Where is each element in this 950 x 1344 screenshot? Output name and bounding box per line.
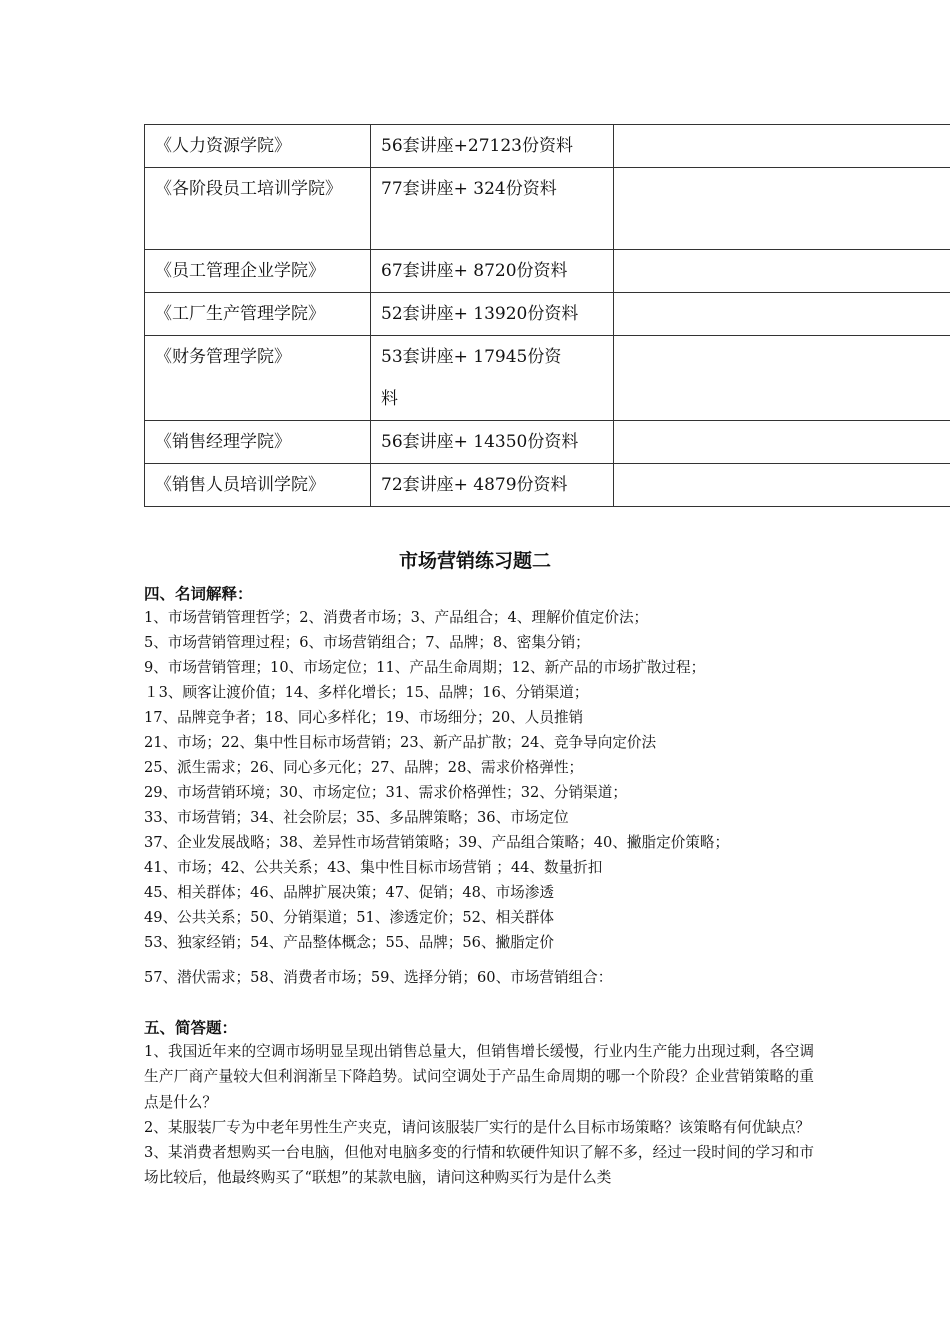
term-line: 45、相关群体；46、品牌扩展决策；47、促销；48、市场渗透	[144, 884, 554, 901]
course-desc: 77套讲座+ 324份资料	[371, 168, 614, 250]
table-row	[145, 125, 950, 168]
course-desc: 56套讲座+27123份资料	[371, 125, 614, 168]
course-extra	[614, 464, 950, 507]
course-desc: 52套讲座+ 13920份资料	[371, 293, 614, 336]
course-name: 《工厂生产管理学院》	[145, 293, 371, 336]
course-name: 《各阶段员工培训学院》	[145, 168, 371, 250]
term-line: 41、市场；42、公共关系；43、集中性目标市场营销 ；44、数量折扣	[144, 859, 603, 876]
table-row	[145, 336, 950, 421]
course-extra	[614, 125, 950, 168]
term-line: 53、独家经销；54、产品整体概念；55、品牌；56、撇脂定价	[144, 934, 554, 951]
course-desc: 53套讲座+ 17945份资料	[371, 336, 614, 421]
short-answer-section	[144, 1017, 814, 1191]
term-line: 37、企业发展战略；38、差异性市场营销策略；39、产品组合策略；40、撇脂定价策略；	[144, 834, 730, 851]
course-extra	[614, 336, 950, 421]
table-row	[145, 168, 950, 250]
course-extra	[614, 421, 950, 464]
term-line: 5、市场营销管理过程；6、市场营销组合；7、品牌；8、密集分销；	[144, 634, 590, 651]
course-name: 《财务管理学院》	[145, 336, 371, 421]
term-line: 57、潜伏需求；58、消费者市场；59、选择分销；60、市场营销组合：	[144, 969, 613, 986]
course-name: 《人力资源学院》	[145, 125, 371, 168]
course-name: 《销售人员培训学院》	[145, 464, 371, 507]
course-extra	[614, 293, 950, 336]
course-desc: 72套讲座+ 4879份资料	[371, 464, 614, 507]
table-row	[145, 293, 950, 336]
term-line: 21、市场；22、集中性目标市场营销；23、新产品扩散；24、竞争导向定价法	[144, 734, 657, 751]
course-desc: 56套讲座+ 14350份资料	[371, 421, 614, 464]
course-name: 《员工管理企业学院》	[145, 250, 371, 293]
section-heading: 四、名词解释：	[144, 585, 253, 603]
course-extra	[614, 250, 950, 293]
table-row	[145, 464, 950, 507]
question-paragraph: 2、某服装厂专为中老年男性生产夹克，请问该服装厂实行的是什么目标市场策略？该策略有何优缺点？	[144, 1118, 811, 1136]
page-title: 市场营销练习题二	[398, 550, 551, 572]
term-line: 49、公共关系；50、分销渠道；51、渗透定价；52、相关群体	[144, 909, 554, 926]
course-table	[144, 124, 950, 507]
course-name: 《销售经理学院》	[145, 421, 371, 464]
term-line: 9、市场营销管理；10、市场定位；11、产品生命周期；12、新产品的市场扩散过程；	[144, 659, 706, 676]
course-extra	[614, 168, 950, 250]
term-line: 1、市场营销管理哲学；2、消费者市场；3、产品组合；4、理解价值定价法；	[144, 609, 649, 626]
section-heading: 五、简答题：	[144, 1019, 238, 1037]
table-row	[145, 421, 950, 464]
term-line: １3、顾客让渡价值；14、多样化增长；15、品牌；16、分销渠道；	[144, 684, 589, 701]
term-line: 33、市场营销；34、社会阶层；35、多品牌策略；36、市场定位	[144, 809, 569, 826]
question-paragraph: 1、我国近年来的空调市场明显呈现出销售总量大，但销售增长缓慢，行业内生产能力出现过剩，各空调生产厂商产量较大但利润渐呈下降趋势。试问空调处于产品生命周期的哪一个阶段？企业营销策略的重点是什么？	[144, 1043, 814, 1111]
term-line: 25、派生需求；26、同心多元化；27、品牌；28、需求价格弹性；	[144, 759, 584, 776]
term-line: 29、市场营销环境；30、市场定位；31、需求价格弹性；32、分销渠道；	[144, 784, 627, 801]
term-line: 17、品牌竞争者；18、同心多样化；19、市场细分；20、人员推销	[144, 709, 584, 726]
table-row	[145, 250, 950, 293]
course-desc: 67套讲座+ 8720份资料	[371, 250, 614, 293]
question-paragraph: 3、某消费者想购买一台电脑，但他对电脑多变的行情和软硬件知识了解不多，经过一段时间的学习和市场比较后，他最终购买了“联想”的某款电脑，请问这种购买行为是什么类	[144, 1144, 814, 1187]
terms-section	[144, 583, 814, 990]
